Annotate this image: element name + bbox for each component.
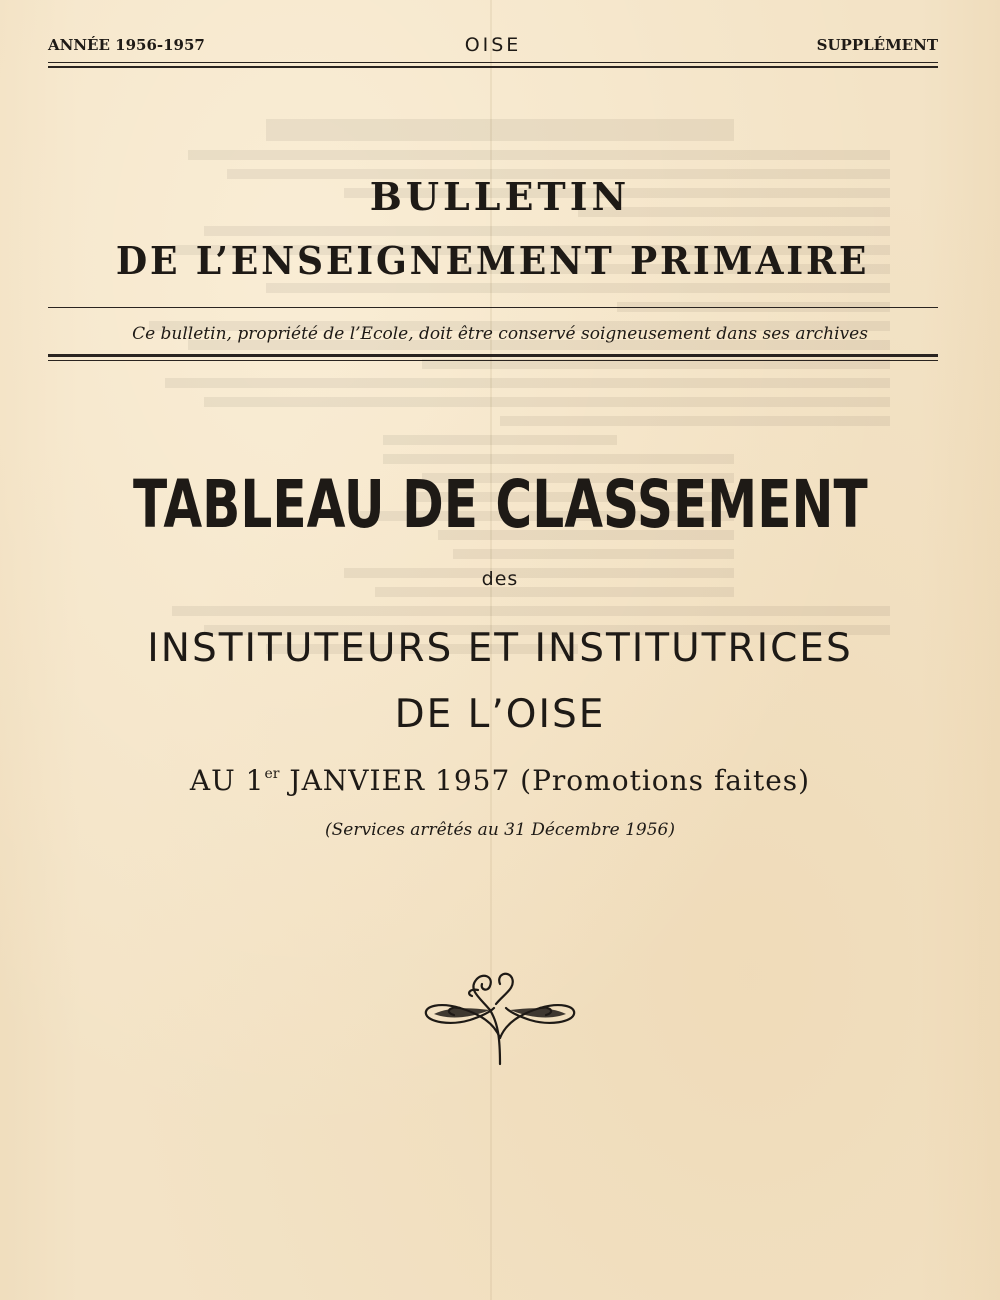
bulletin-title: BULLETIN (369, 174, 631, 219)
bulletin-subtitle (48, 238, 938, 283)
header-rule-thick (48, 66, 938, 68)
divider-thin-lower (48, 360, 938, 361)
services-note: (Services arrêtés au 31 Décembre 1956) (325, 820, 675, 840)
date-prefix: AU 1 (189, 764, 265, 797)
floral-ornament-icon (420, 968, 580, 1068)
date-line (0, 764, 1000, 797)
date-suffix: JANVIER 1957 (Promotions faites) (279, 764, 811, 797)
main-title (0, 466, 1000, 543)
date-superscript: er (264, 766, 280, 782)
header-rules (48, 62, 938, 68)
department-title: DE L’OISE (394, 692, 606, 737)
page-header (48, 36, 938, 58)
teachers-title: INSTITUTEURS ET INSTITUTRICES (147, 626, 853, 671)
divider-thin (48, 307, 938, 308)
main-title-text: TABLEAU DE CLASSEMENT (132, 466, 868, 543)
department-label: OISE (464, 34, 522, 56)
supplement-label: SUPPLÉMENT (816, 36, 938, 54)
bulletin-subtitle-text: DE L’ENSEIGNEMENT PRIMAIRE (116, 238, 870, 283)
des-label: des (481, 568, 519, 590)
divider-thick (48, 354, 938, 357)
header-rule-thin (48, 62, 938, 63)
archive-notice: Ce bulletin, propriété de l’Ecole, doit être conservé soigneusement dans ses archives (132, 324, 868, 344)
year-label: ANNÉE 1956-1957 (48, 36, 205, 54)
